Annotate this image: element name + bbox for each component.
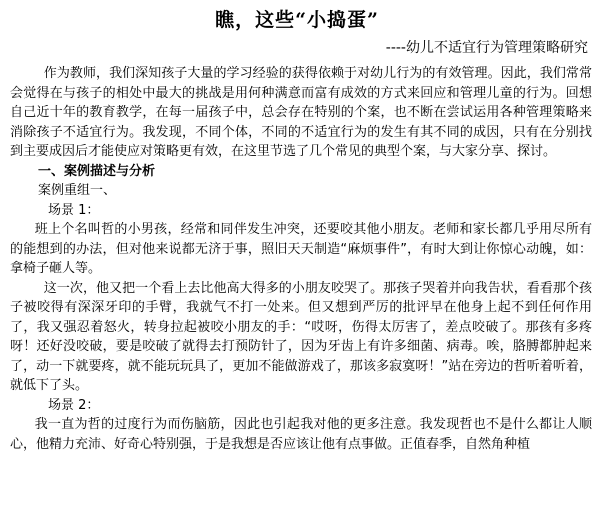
document-title: 瞧，这些“小捣蛋”: [215, 9, 379, 31]
scene-1-paragraph-1: 班上个名叫哲的小男孩，经常和同伴发生冲突，还要咬其他小朋友。老师和家长都几乎用尽所有的能想到的办法，但对他来说都无济于事，照旧天天制造“麻烦事件”，有时大到让你惊心动魄，如：拿椅子砸人等。: [10, 222, 592, 276]
document-subtitle: ----幼儿不适宜行为管理策略研究: [385, 40, 588, 56]
intro-paragraph: 作为教师，我们深知孩子大量的学习经验的获得依赖于对幼儿行为的有效管理。因此，我们常常会觉得在与孩子的相处中最大的挑战是用何种满意而富有成效的方式来回应和管理儿童的行为。回想自己近十年的教育教学，在每一届孩子中，总会存在特别的个案，也不断在尝试运用各种管理策略来消除孩子不适宜行为。我发现，不同个体，不同的不适宜行为的发生有其不同的成因，只有在分别找到主要成因后才能使应对策略更有效，在这里节选了几个常见的典型个案，与大家分享、探讨。: [10, 66, 592, 159]
case-group-label: 案例重组一、: [38, 183, 117, 198]
scene-2-paragraph-1: 我一直为哲的过度行为而伤脑筋，因此也引起我对他的更多注意。我发现哲也不是什么都让人顺心，他精力充沛、好奇心特别强，于是我想是否应该让他有点事做。正值春季，自然角种植: [10, 417, 592, 452]
scene-1-paragraph-2: 这一次，他又把一个看上去比他高大得多的小朋友咬哭了。那孩子哭着并向我告状，看看那个孩子被咬得有深深牙印的手臂，我就气不打一处来。但又想到严厉的批评早在他身上起不到任何作用了，我又强忍着怒火，转身拉起被咬小朋友的手：“哎呀，伤得太厉害了，差点咬破了。那孩有多疼呀！还好没咬破，要是咬破了就得去打预防针了，因为牙齿上有许多细菌、病毒。唉，胳膊都肿起来了，动一下就要疼，就不能玩玩具了，更加不能做游戏了，那该多寂寞呀！”站在旁边的哲听着听着，就低下了头。: [10, 280, 592, 393]
scene-1-label: 场景 1：: [48, 202, 100, 218]
right-margin: [594, 0, 610, 508]
section-heading: 一、案例描述与分析: [38, 163, 156, 179]
scene-2-label: 场景 2：: [48, 397, 100, 413]
